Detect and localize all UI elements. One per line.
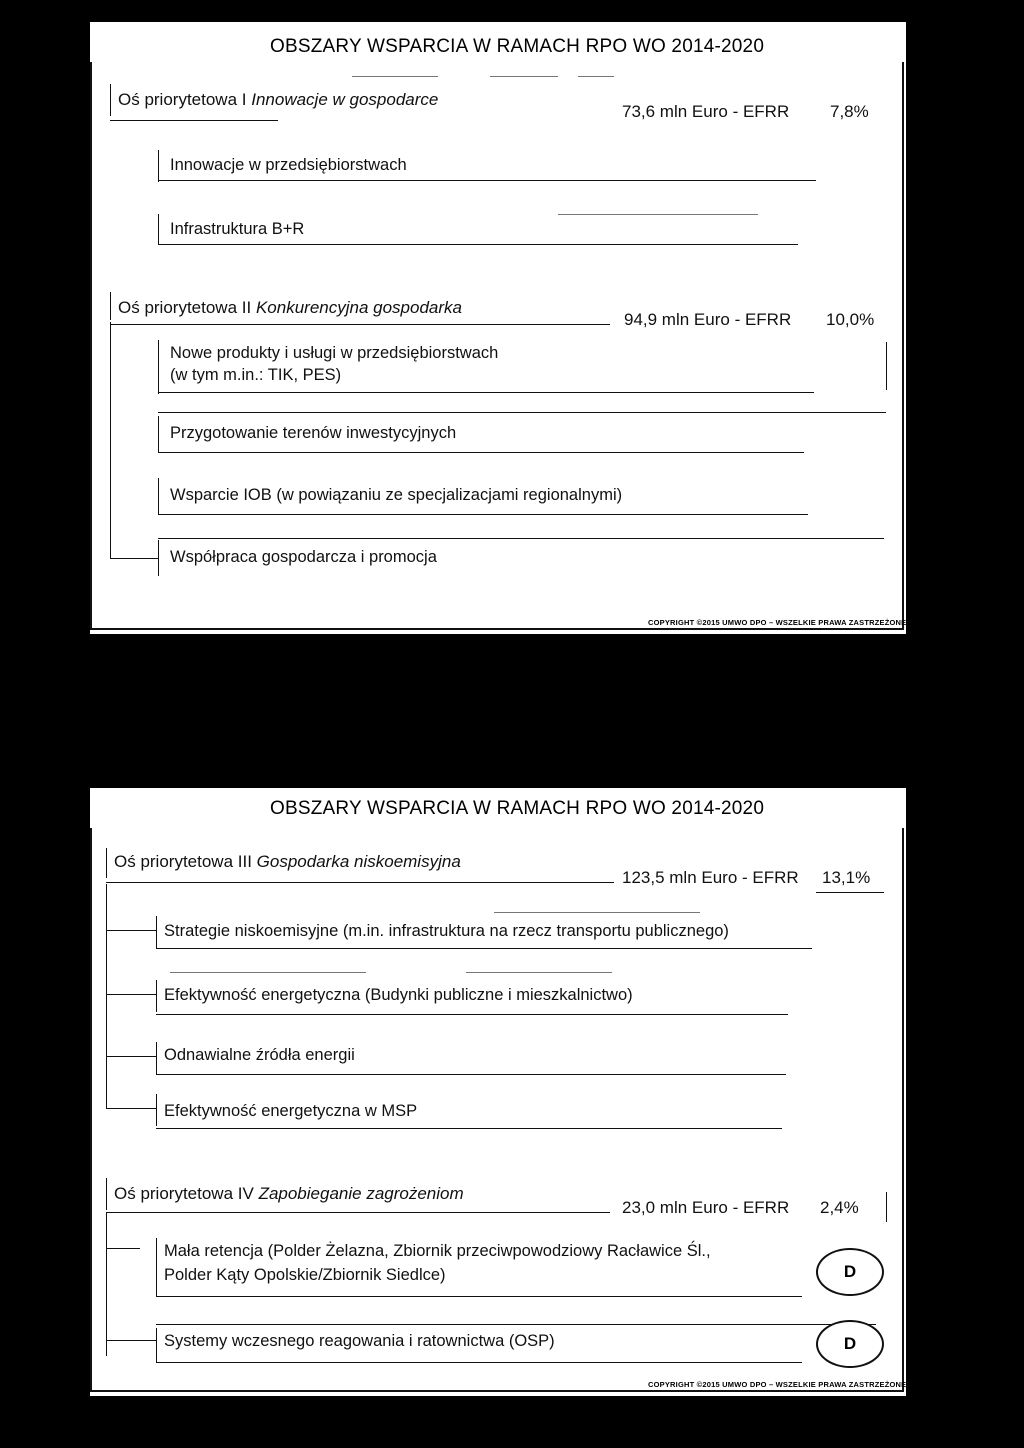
tree-branch [106, 1340, 156, 1341]
axis-3-item-3: Odnawialne źródła energii [164, 1046, 355, 1064]
axis-4-label: Oś priorytetowa IV Zapobieganie zagrożeniom [114, 1184, 464, 1203]
frame-right [902, 828, 904, 1392]
item-bracket [158, 478, 159, 514]
axis-3-item-1: Strategie niskoemisyjne (m.in. infrastruktura na rzecz transportu publicznego) [164, 922, 729, 940]
d-badge-icon: D [816, 1248, 884, 1296]
axis-3-percent: 13,1% [822, 868, 871, 887]
axis-bracket [110, 292, 111, 320]
top-slide [90, 22, 906, 634]
tree-branch [106, 1108, 156, 1109]
axis-2-label: Oś priorytetowa II Konkurencyjna gospodarka [118, 298, 462, 317]
copyright-note: COPYRIGHT ©2015 UMWO DPO – WSZELKIE PRAWA ZASTRZEŻONE [648, 618, 907, 627]
item-bracket [156, 916, 157, 948]
axis-3-amount: 123,5 mln Euro - EFRR [622, 868, 799, 887]
axis-bracket [106, 1178, 107, 1210]
axis-2-item-3: Wsparcie IOB (w powiązaniu ze specjalizacjami regionalnymi) [170, 486, 623, 504]
axis-2-item-2: Przygotowanie terenów inwestycyjnych [170, 424, 457, 442]
axis-1-item-2: Infrastruktura B+R [170, 220, 305, 238]
percent-underline [816, 892, 884, 893]
axis-underline [106, 882, 614, 883]
frame-bottom [90, 1390, 904, 1392]
axis-1-item-1: Innowacje w przedsiębiorstwach [170, 156, 407, 174]
item-bracket [156, 980, 157, 1012]
axis-4-percent: 2,4% [820, 1198, 859, 1217]
decor-line [170, 972, 366, 973]
item-bracket [158, 416, 159, 452]
d-badge-icon: D [816, 1320, 884, 1368]
item-bracket [158, 150, 159, 182]
item-underline [158, 452, 804, 453]
frame-right [902, 62, 904, 630]
axis-bracket [110, 84, 111, 116]
decor-line [578, 76, 614, 77]
item-underline [156, 1074, 786, 1075]
axis-4-item-2: Systemy wczesnego reagowania i ratownictwa (OSP) [164, 1332, 555, 1350]
axis-3-item-2: Efektywność energetyczna (Budynki publiczne i mieszkalnictwo) [164, 986, 633, 1004]
axis-2-item-4: Współpraca gospodarcza i promocja [170, 548, 437, 566]
item-bracket [158, 340, 159, 394]
tree-branch [110, 558, 158, 559]
axis-2-percent: 10,0% [826, 310, 875, 329]
item-topline [156, 1324, 876, 1325]
axis-underline [110, 120, 278, 121]
slide-title: OBSZARY WSPARCIA W RAMACH RPO WO 2014-2020 [270, 798, 765, 819]
axis-bracket [106, 848, 107, 878]
item-bracket [156, 1094, 157, 1126]
axis-1-amount: 73,6 mln Euro - EFRR [622, 102, 790, 121]
decor-line [490, 76, 558, 77]
axis-4-amount: 23,0 mln Euro - EFRR [622, 1198, 790, 1217]
item-underline [156, 1014, 788, 1015]
item-underline [156, 1362, 802, 1363]
decor-line [466, 972, 612, 973]
frame-bottom [90, 628, 904, 630]
frame-left [90, 828, 92, 1392]
axis-2-item-1-line-1: Nowe produkty i usługi w przedsiębiorstwach [170, 344, 499, 362]
axis-4-item-1-line-2: Polder Kąty Opolskie/Zbiornik Siedlce) [164, 1266, 446, 1284]
item-underline [158, 392, 814, 393]
item-underline [158, 514, 808, 515]
axis-2-item-1-line-2: (w tym m.in.: TIK, PES) [170, 366, 342, 384]
item-underline [156, 948, 812, 949]
axis-2-amount: 94,9 mln Euro - EFRR [624, 310, 792, 329]
slide-title: OBSZARY WSPARCIA W RAMACH RPO WO 2014-2020 [270, 36, 765, 57]
axis-underline [106, 1212, 610, 1213]
item-underline [156, 1128, 782, 1129]
axis-1-percent: 7,8% [830, 102, 869, 121]
axis-3-label: Oś priorytetowa III Gospodarka niskoemisyjna [114, 852, 461, 871]
axis-4-item-1-line-1: Mała retencja (Polder Żelazna, Zbiornik przeciwpowodziowy Racławice Śl., [164, 1242, 711, 1260]
tree-branch [106, 1248, 140, 1249]
item-topline [158, 412, 886, 413]
item-bracket [158, 214, 159, 244]
item-bracket [156, 1042, 157, 1074]
axis-underline [110, 324, 610, 325]
item-bracket [156, 1238, 157, 1296]
axis-1-label: Oś priorytetowa I Innowacje w gospodarce [118, 90, 439, 109]
percent-bracket [886, 1192, 887, 1222]
item-underline [158, 180, 816, 181]
tree-trunk [110, 322, 111, 558]
item-underline [158, 244, 798, 245]
tree-trunk [106, 1212, 107, 1356]
frame-left [90, 62, 92, 630]
bottom-slide [90, 788, 906, 1396]
item-topline [158, 538, 884, 539]
item-underline [156, 1296, 802, 1297]
item-bracket [158, 540, 159, 576]
copyright-note: COPYRIGHT ©2015 UMWO DPO – WSZELKIE PRAWA ZASTRZEŻONE [648, 1380, 907, 1389]
axis-3-item-4: Efektywność energetyczna w MSP [164, 1102, 418, 1120]
decor-line [494, 912, 700, 913]
item-bracket [156, 1328, 157, 1362]
tree-branch [106, 930, 156, 931]
decor-line [352, 76, 438, 77]
item-bracket-right [886, 342, 887, 390]
tree-branch [106, 994, 156, 995]
decor-line [558, 214, 758, 215]
tree-branch [106, 1056, 156, 1057]
tree-trunk [106, 884, 107, 1108]
